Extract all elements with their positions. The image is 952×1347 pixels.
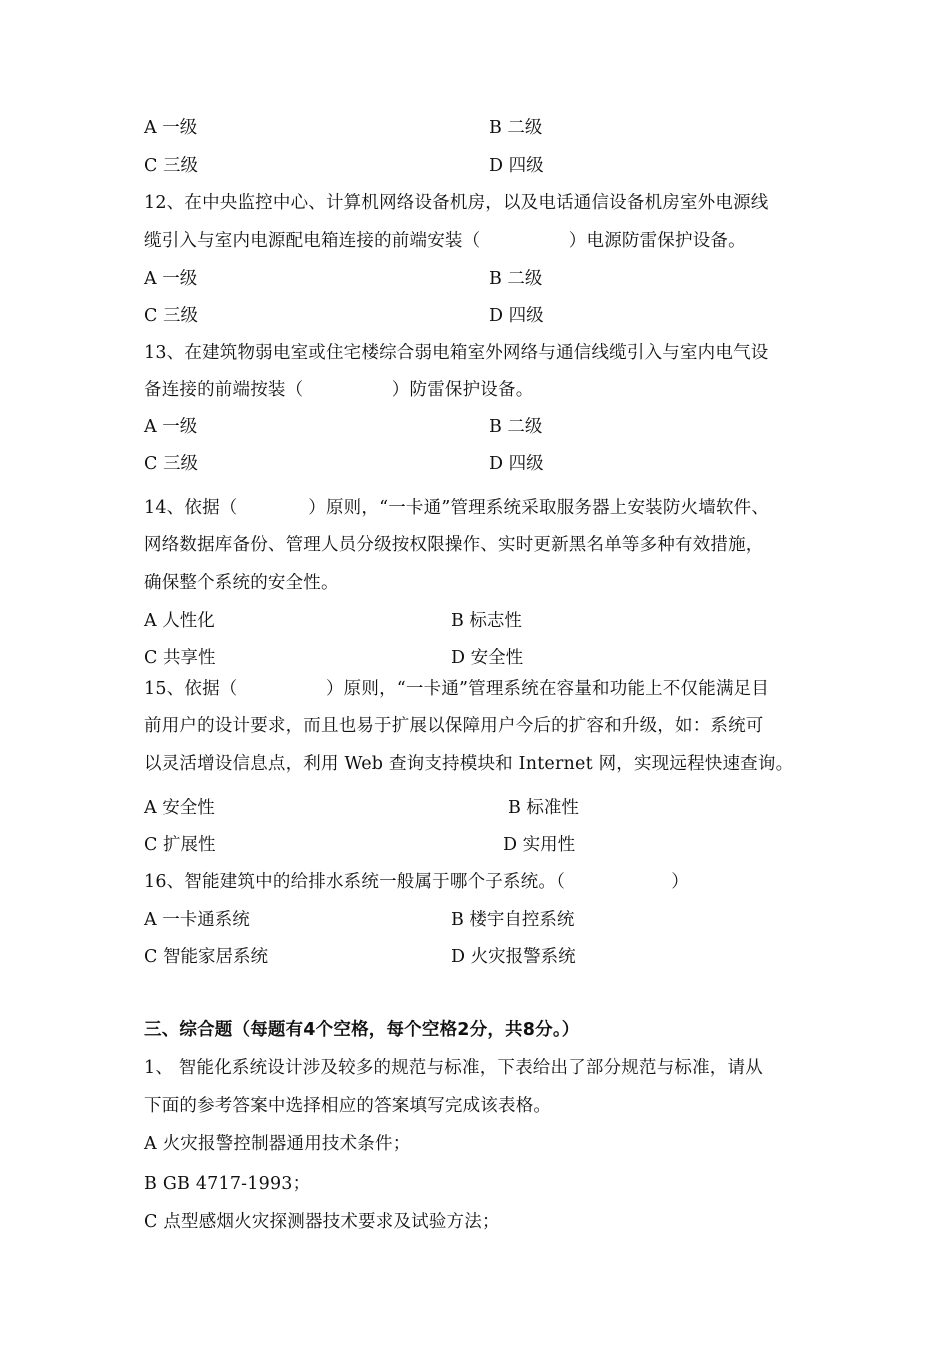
q12-stem-line-1: 12、在中央监控中心、计算机网络设备机房，以及电话通信设备机房室外电源线 bbox=[144, 193, 769, 213]
q15-option-d: D 实用性 bbox=[503, 835, 576, 855]
q11-option-b: B 二级 bbox=[489, 118, 543, 138]
q15-stem-line-2: 前用户的设计要求，而且也易于扩展以保障用户今后的扩容和升级，如：系统可 bbox=[144, 716, 764, 736]
q16-option-a: A 一卡通系统 bbox=[144, 910, 250, 930]
q13-option-d: D 四级 bbox=[489, 454, 544, 474]
q14-stem-line-1: 14、依据（ ）原则，“一卡通”管理系统采取服务器上安装防火墙软件、 bbox=[144, 498, 770, 518]
q14-option-d: D 安全性 bbox=[451, 648, 524, 668]
q13-stem-line-2: 备连接的前端按装（ ）防雷保护设备。 bbox=[144, 380, 534, 400]
q11-option-c: C 三级 bbox=[144, 156, 198, 176]
q12-option-a: A 一级 bbox=[144, 269, 198, 289]
q15-option-c: C 扩展性 bbox=[144, 835, 216, 855]
q16-option-c: C 智能家居系统 bbox=[144, 947, 268, 967]
q14-option-c: C 共享性 bbox=[144, 648, 216, 668]
q12-option-d: D 四级 bbox=[489, 306, 544, 326]
q11-option-a: A 一级 bbox=[144, 118, 198, 138]
q13-stem-line-1: 13、在建筑物弱电室或住宅楼综合弱电箱室外网络与通信线缆引入与室内电气设 bbox=[144, 343, 769, 363]
section3-answer-b: B GB 4717-1993； bbox=[144, 1174, 311, 1194]
q13-option-b: B 二级 bbox=[489, 417, 543, 437]
q14-option-b: B 标志性 bbox=[451, 611, 522, 631]
q15-stem-line-3: 以灵活增设信息点，利用 Web 查询支持模块和 Internet 网，实现远程快速查询。 bbox=[144, 754, 794, 774]
q15-stem-line-1: 15、依据（ ）原则，“一卡通”管理系统在容量和功能上不仅能满足目 bbox=[144, 679, 770, 699]
q16-option-d: D 火灾报警系统 bbox=[451, 947, 576, 967]
q16-stem-line-1: 16、智能建筑中的给排水系统一般属于哪个子系统。（ ） bbox=[144, 872, 689, 892]
q14-option-a: A 人性化 bbox=[144, 611, 215, 631]
q12-stem-line-2: 缆引入与室内电源配电箱连接的前端安装（ ）电源防雷保护设备。 bbox=[144, 231, 746, 251]
section3-answer-a: A 火灾报警控制器通用技术条件； bbox=[144, 1134, 411, 1154]
q16-option-b: B 楼宇自控系统 bbox=[451, 910, 575, 930]
q13-option-c: C 三级 bbox=[144, 454, 198, 474]
section3-answer-c: C 点型感烟火灾探测器技术要求及试验方法； bbox=[144, 1212, 500, 1232]
q12-option-c: C 三级 bbox=[144, 306, 198, 326]
q11-option-d: D 四级 bbox=[489, 156, 544, 176]
q14-stem-line-2: 网络数据库备份、管理人员分级按权限操作、实时更新黑名单等多种有效措施， bbox=[144, 535, 764, 555]
section3-q1-line-2: 下面的参考答案中选择相应的答案填写完成该表格。 bbox=[144, 1096, 552, 1116]
q15-option-a: A 安全性 bbox=[144, 798, 215, 818]
section3-q1-line-1: 1、 智能化系统设计涉及较多的规范与标准，下表给出了部分规范与标准，请从 bbox=[144, 1058, 763, 1078]
q12-option-b: B 二级 bbox=[489, 269, 543, 289]
q14-stem-line-3: 确保整个系统的安全性。 bbox=[144, 573, 339, 593]
section3-heading: 三、综合题（每题有4个空格，每个空格2分，共8分。） bbox=[144, 1020, 580, 1040]
q15-option-b: B 标准性 bbox=[508, 798, 579, 818]
q13-option-a: A 一级 bbox=[144, 417, 198, 437]
